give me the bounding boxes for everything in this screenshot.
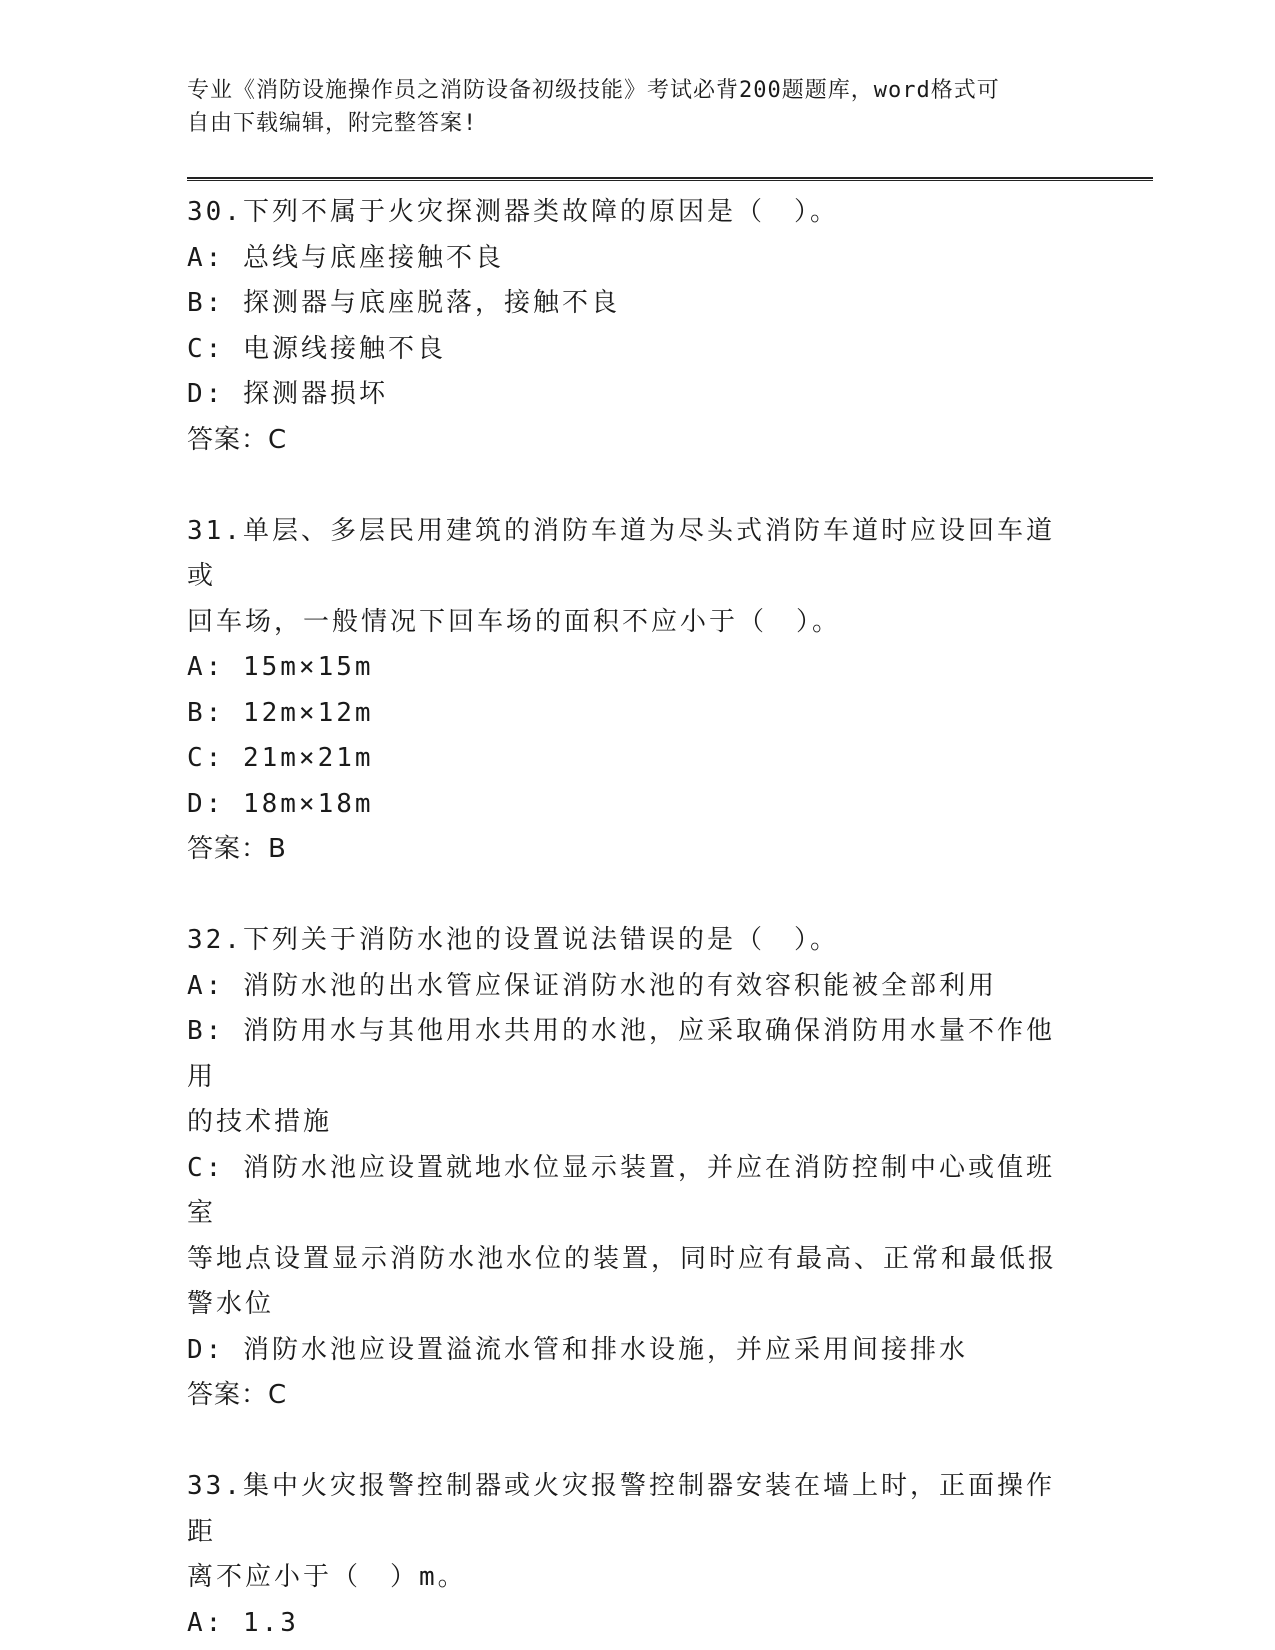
option-c-cont: 等地点设置显示消防水池水位的装置，同时应有最高、正常和最低报	[187, 1243, 1058, 1274]
option-b: B: 12m×12m	[187, 697, 374, 728]
question-text: 33.集中火灾报警控制器或火灾报警控制器安装在墙上时，正面操作距	[187, 1471, 1055, 1547]
option-b-cont: 的技术措施	[187, 1107, 333, 1137]
question-31	[187, 509, 1077, 873]
header-line-1: 专业《消防设施操作员之消防设备初级技能》考试必背200题题库，word格式可	[187, 78, 1000, 103]
question-text: 32.下列关于消防水池的设置说法错误的是（ ）。	[187, 925, 839, 955]
option-b: B: 消防用水与其他用水共用的水池，应采取确保消防用水量不作他用	[187, 1016, 1055, 1092]
option-c: C: 21m×21m	[187, 743, 374, 773]
option-b: B: 探测器与底座脱落，接触不良	[187, 288, 620, 318]
option-d: D: 消防水池应设置溢流水管和排水设施，并应采用间接排水	[187, 1334, 968, 1365]
question-text: 30.下列不属于火灾探测器类故障的原因是（ ）。	[187, 197, 839, 227]
question-text-cont: 离不应小于（ ）m。	[187, 1562, 467, 1592]
answer: 答案：C	[187, 424, 288, 455]
option-c: C: 电源线接触不良	[187, 333, 446, 364]
document-header	[187, 74, 1067, 140]
option-a: A: 15m×15m	[187, 652, 374, 682]
question-33	[187, 1464, 1077, 1646]
option-c: C: 消防水池应设置就地水位显示装置，并应在消防控制中心或值班室	[187, 1152, 1055, 1228]
option-a: A: 总线与底座接触不良	[187, 242, 504, 273]
question-32	[187, 918, 1077, 1419]
header-line-2: 自由下载编辑，附完整答案!	[187, 111, 478, 136]
header-divider	[187, 177, 1153, 181]
question-text: 31.单层、多层民用建筑的消防车道为尽头式消防车道时应设回车道或	[187, 515, 1055, 591]
answer: 答案：B	[187, 834, 287, 864]
option-c-cont-2: 警水位	[187, 1289, 275, 1319]
question-list	[187, 190, 1077, 1646]
option-d: D: 探测器损坏	[187, 379, 388, 409]
option-d: D: 18m×18m	[187, 788, 374, 819]
question-30	[187, 190, 1077, 463]
answer: 答案：C	[187, 1380, 288, 1410]
option-a: A: 1.3	[187, 1607, 299, 1638]
option-a: A: 消防水池的出水管应保证消防水池的有效容积能被全部利用	[187, 970, 997, 1001]
question-text-cont: 回车场，一般情况下回车场的面积不应小于（ ）。	[187, 606, 842, 637]
